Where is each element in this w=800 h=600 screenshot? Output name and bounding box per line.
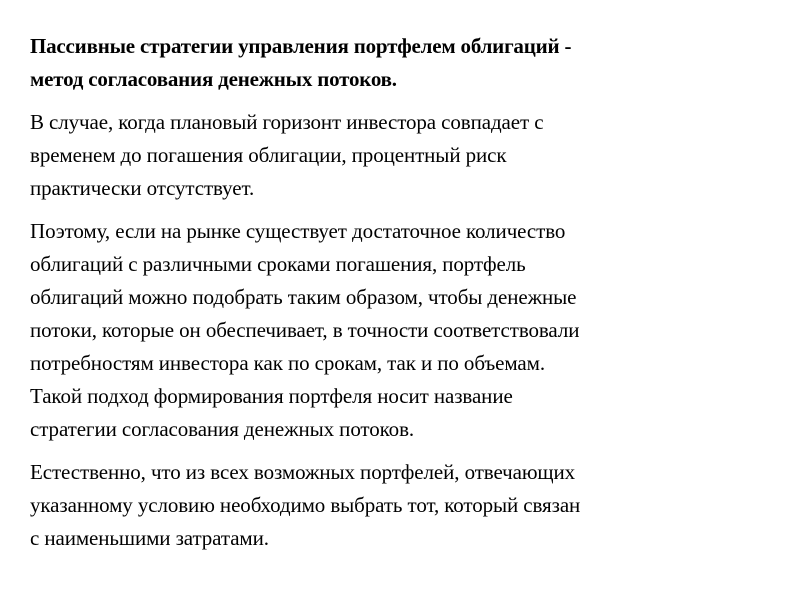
paragraph-line: практически отсутствует. bbox=[30, 176, 255, 200]
title-line: метод согласования денежных потоков. bbox=[30, 67, 397, 91]
paragraph-line: стратегии согласования денежных потоков. bbox=[30, 417, 415, 441]
paragraph-line: облигаций можно подобрать таким образом, чтобы денежные bbox=[30, 285, 577, 309]
paragraph-strategy bbox=[30, 215, 760, 446]
paragraph-line: потребностям инвестора как по срокам, так и по объемам. bbox=[30, 351, 545, 375]
paragraph-line: В случае, когда плановый горизонт инвестора совпадает с bbox=[30, 110, 544, 134]
title-line: Пассивные стратегии управления портфелем облигаций - bbox=[30, 34, 572, 58]
paragraph-line: Поэтому, если на рынке существует достаточное количество bbox=[30, 219, 566, 243]
paragraph-conclusion bbox=[30, 456, 760, 555]
paragraph-line: временем до погашения облигации, процентный риск bbox=[30, 143, 507, 167]
paragraph-line: Такой подход формирования портфеля носит название bbox=[30, 384, 513, 408]
paragraph-line: с наименьшими затратами. bbox=[30, 526, 269, 550]
paragraph-line: Естественно, что из всех возможных портфелей, отвечающих bbox=[30, 460, 576, 484]
paragraph-line: потоки, которые он обеспечивает, в точности соответствовали bbox=[30, 318, 580, 342]
paragraph-line: указанному условию необходимо выбрать тот, который связан bbox=[30, 493, 581, 517]
paragraph-line: облигаций с различными сроками погашения, портфель bbox=[30, 252, 526, 276]
paragraph-horizon bbox=[30, 106, 760, 205]
slide-title bbox=[30, 30, 760, 96]
